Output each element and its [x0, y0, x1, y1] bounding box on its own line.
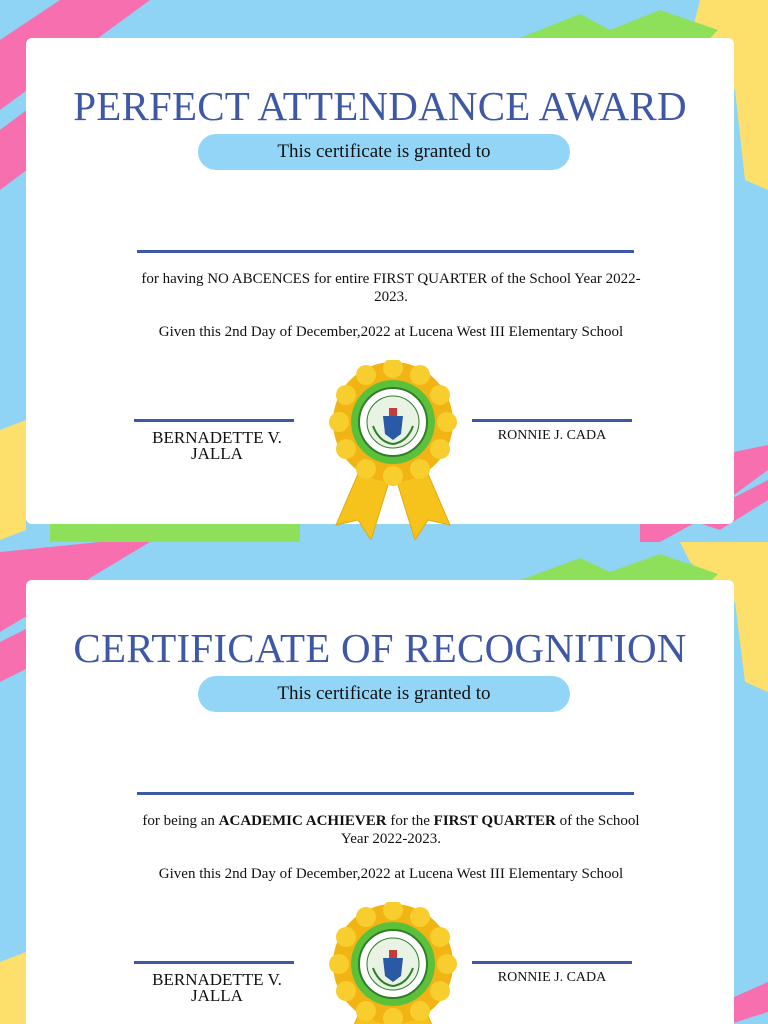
certificate-card: [26, 580, 734, 1024]
granted-to-banner: This certificate is granted to: [198, 676, 570, 712]
certificate-title: CERTIFICATE OF RECOGNITION: [73, 625, 687, 671]
recipient-name-line: [137, 250, 634, 253]
rosette-ribbon-icon: [326, 902, 460, 1024]
reason-text: for having NO ABCENCES for entire FIRST QUARTER of the School Year 2022-2023.: [141, 271, 641, 305]
signatory-right-name: RONNIE J. CADA: [497, 428, 607, 443]
certificate-recognition: [0, 542, 768, 1024]
signatory-right-name: RONNIE J. CADA: [497, 970, 607, 985]
award-reason: [138, 812, 644, 848]
signature-line-right: [472, 419, 632, 422]
signature-line-left: [134, 419, 294, 422]
given-date-location: Given this 2nd Day of December,2022 at Lucena West III Elementary School: [158, 866, 624, 882]
reason-text: for being an: [142, 813, 219, 829]
certificate-title: PERFECT ATTENDANCE AWARD: [73, 83, 687, 129]
recipient-name-line: [137, 792, 634, 795]
signatory-left-name: BERNADETTE V. JALLA: [152, 428, 282, 463]
reason-text: for the: [386, 813, 434, 829]
reason-text: of the School Year 2022-2023.: [340, 813, 640, 847]
signature-line-left: [134, 961, 294, 964]
signature-line-right: [472, 961, 632, 964]
reason-emphasis: FIRST QUARTER: [433, 813, 556, 829]
signatory-left-name: BERNADETTE V. JALLA: [152, 970, 282, 1005]
award-reason: [138, 270, 644, 306]
certificate-card: [26, 38, 734, 524]
reason-emphasis: ACADEMIC ACHIEVER: [218, 813, 387, 829]
given-date-location: Given this 2nd Day of December,2022 at Lucena West III Elementary School: [158, 324, 624, 340]
granted-to-banner: This certificate is granted to: [198, 134, 570, 170]
rosette-ribbon-icon: [326, 360, 460, 540]
